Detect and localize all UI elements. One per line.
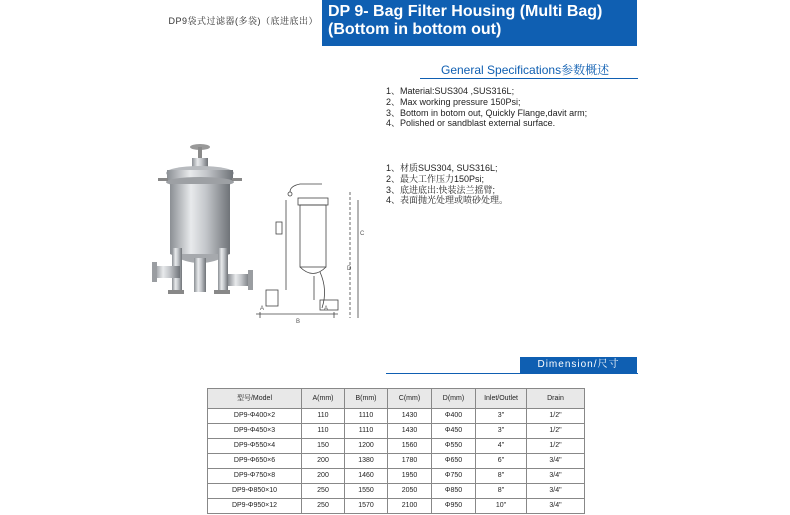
column-header: Drain [527, 389, 585, 409]
table-cell: 2050 [388, 484, 432, 499]
spec-item: 3、底进底出:快装法兰摇臂; [386, 184, 496, 195]
drawing-label-b: B [296, 319, 301, 325]
table-cell: 1780 [388, 454, 432, 469]
spec-item: 1、Material:SUS304 ,SUS316L; [386, 86, 515, 96]
spec-list-english [386, 86, 587, 129]
column-header: Inlet/Outlet [476, 389, 527, 409]
table-cell: 1550 [345, 484, 388, 499]
table-cell: DP9-Φ450×3 [208, 424, 302, 439]
column-header: 型号/Model [208, 389, 302, 409]
table-cell: DP9-Φ750×8 [208, 469, 302, 484]
spec-list-chinese [386, 163, 508, 206]
column-header: A(mm) [302, 389, 345, 409]
table-cell: 1570 [345, 499, 388, 514]
table-cell: 1430 [388, 409, 432, 424]
table-cell: 3/4" [527, 484, 585, 499]
table-row [208, 484, 585, 499]
table-cell: Φ450 [432, 424, 476, 439]
column-header: C(mm) [388, 389, 432, 409]
table-cell: Φ400 [432, 409, 476, 424]
dimension-heading: Dimension/尺寸 [520, 357, 637, 373]
table-cell: 6" [476, 454, 527, 469]
spec-item: 1、材质SUS304, SUS316L; [386, 163, 498, 173]
dimension-table [207, 388, 585, 514]
spec-item: 2、Max working pressure 150Psi; [386, 96, 521, 107]
table-cell: 3" [476, 409, 527, 424]
table-cell: 3/4" [527, 499, 585, 514]
table-row [208, 424, 585, 439]
table-cell: 3/4" [527, 469, 585, 484]
table-cell: 10" [476, 499, 527, 514]
table-cell: 1460 [345, 469, 388, 484]
column-header: B(mm) [345, 389, 388, 409]
table-cell: 8" [476, 469, 527, 484]
general-specs-heading: General Specifications参数概述 [441, 63, 610, 77]
table-cell: Φ650 [432, 454, 476, 469]
table-cell: DP9-Φ550×4 [208, 439, 302, 454]
chinese-title: DP9袋式过滤器(多袋)（底进底出） [168, 16, 318, 26]
table-cell: 1110 [345, 424, 388, 439]
table-cell: Φ750 [432, 469, 476, 484]
table-cell: DP9-Φ950×12 [208, 499, 302, 514]
column-header: D(mm) [432, 389, 476, 409]
table-cell: DP9-Φ850×10 [208, 484, 302, 499]
table-header-row [208, 389, 585, 409]
table-cell: 110 [302, 424, 345, 439]
spec-item: 4、表面抛光处理或喷砂处理。 [386, 195, 509, 206]
table-cell: DP9-Φ650×6 [208, 454, 302, 469]
table-cell: 1380 [345, 454, 388, 469]
table-row [208, 469, 585, 484]
table-cell: 250 [302, 484, 345, 499]
table-cell: Φ550 [432, 439, 476, 454]
table-cell: 150 [302, 439, 345, 454]
table-cell: 1/2" [527, 424, 585, 439]
table-cell: Φ850 [432, 484, 476, 499]
title-banner [322, 0, 637, 46]
drawing-label-c: C [360, 231, 365, 237]
general-divider [420, 78, 638, 79]
page-subtitle: (Bottom in bottom out) [328, 21, 502, 38]
table-cell: 200 [302, 454, 345, 469]
table-row [208, 409, 585, 424]
table-cell: 1430 [388, 424, 432, 439]
table-cell: 200 [302, 469, 345, 484]
table-row [208, 454, 585, 469]
page-title: DP 9- Bag Filter Housing (Multi Bag) [328, 3, 603, 20]
dimension-divider [386, 373, 638, 374]
technical-drawing [256, 184, 358, 318]
table-cell: 1200 [345, 439, 388, 454]
table-cell: 4" [476, 439, 527, 454]
spec-item: 2、最大工作压力150Psi; [386, 173, 485, 184]
table-cell: Φ950 [432, 499, 476, 514]
table-cell: 250 [302, 499, 345, 514]
table-cell: 110 [302, 409, 345, 424]
table-row [208, 439, 585, 454]
table-cell: DP9-Φ400×2 [208, 409, 302, 424]
table-cell: 3/4" [527, 454, 585, 469]
table-cell: 8" [476, 484, 527, 499]
table-cell: 1560 [388, 439, 432, 454]
table-cell: 1/2" [527, 439, 585, 454]
drawing-label-d: D [347, 266, 352, 272]
table-cell: 3" [476, 424, 527, 439]
drawing-label-a2: A [324, 306, 329, 312]
table-cell: 1/2" [527, 409, 585, 424]
spec-item: 4、Polished or sandblast external surface. [386, 118, 556, 129]
drawing-label-a: A [260, 306, 265, 312]
spec-item: 3、Bottom in botom out, Quickly Flange,davit arm; [386, 107, 588, 118]
table-cell: 2100 [388, 499, 432, 514]
filter-housing-photo [152, 144, 253, 294]
table-cell: 1950 [388, 469, 432, 484]
table-cell: 1110 [345, 409, 388, 424]
table-row [208, 499, 585, 514]
product-figure [150, 140, 370, 330]
